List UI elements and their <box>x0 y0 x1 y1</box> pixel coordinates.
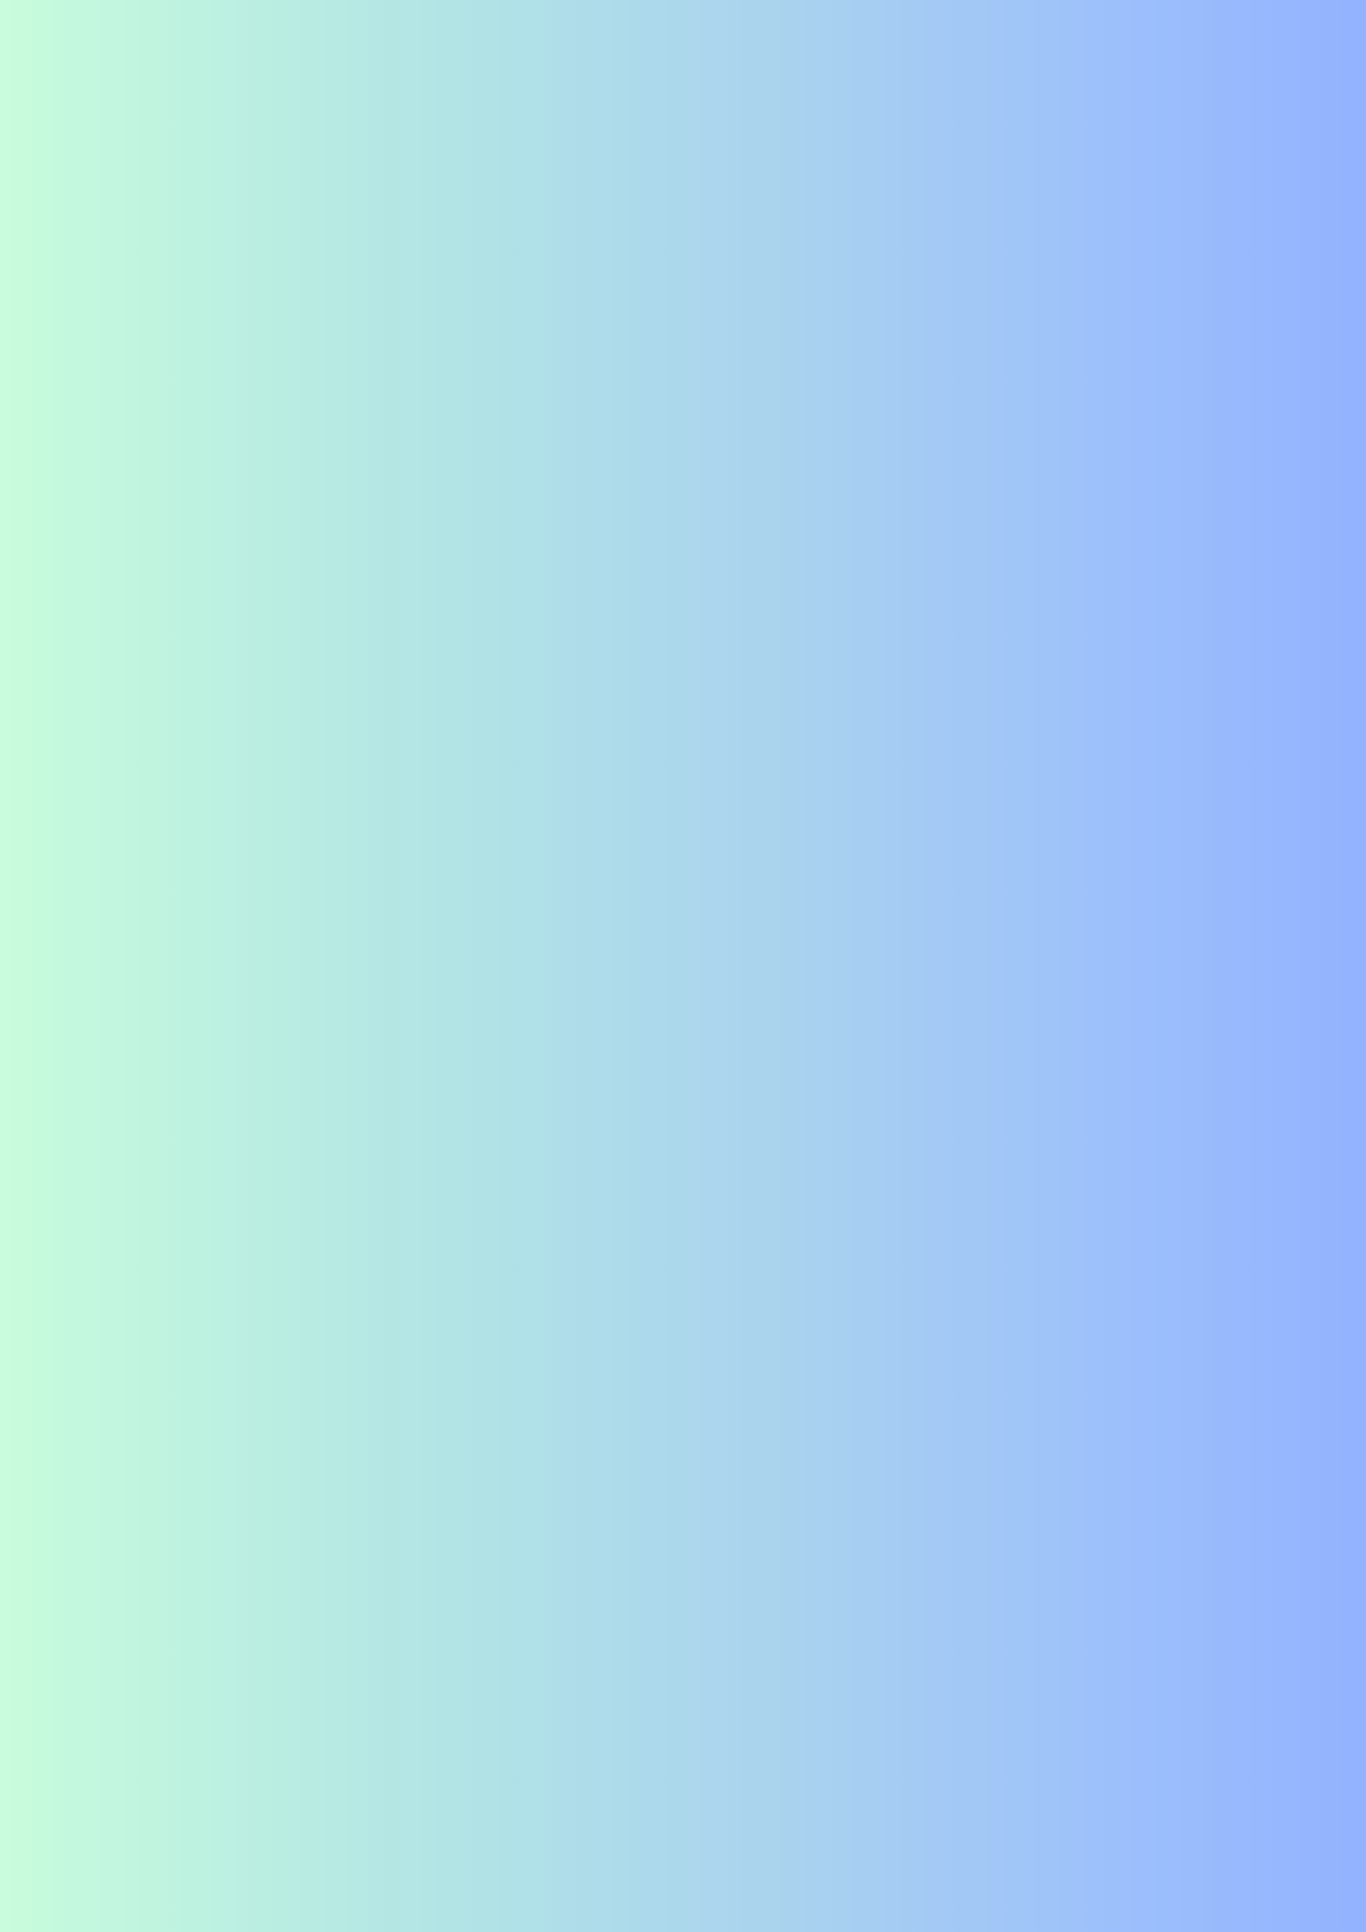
letter-body <box>104 92 1304 320</box>
